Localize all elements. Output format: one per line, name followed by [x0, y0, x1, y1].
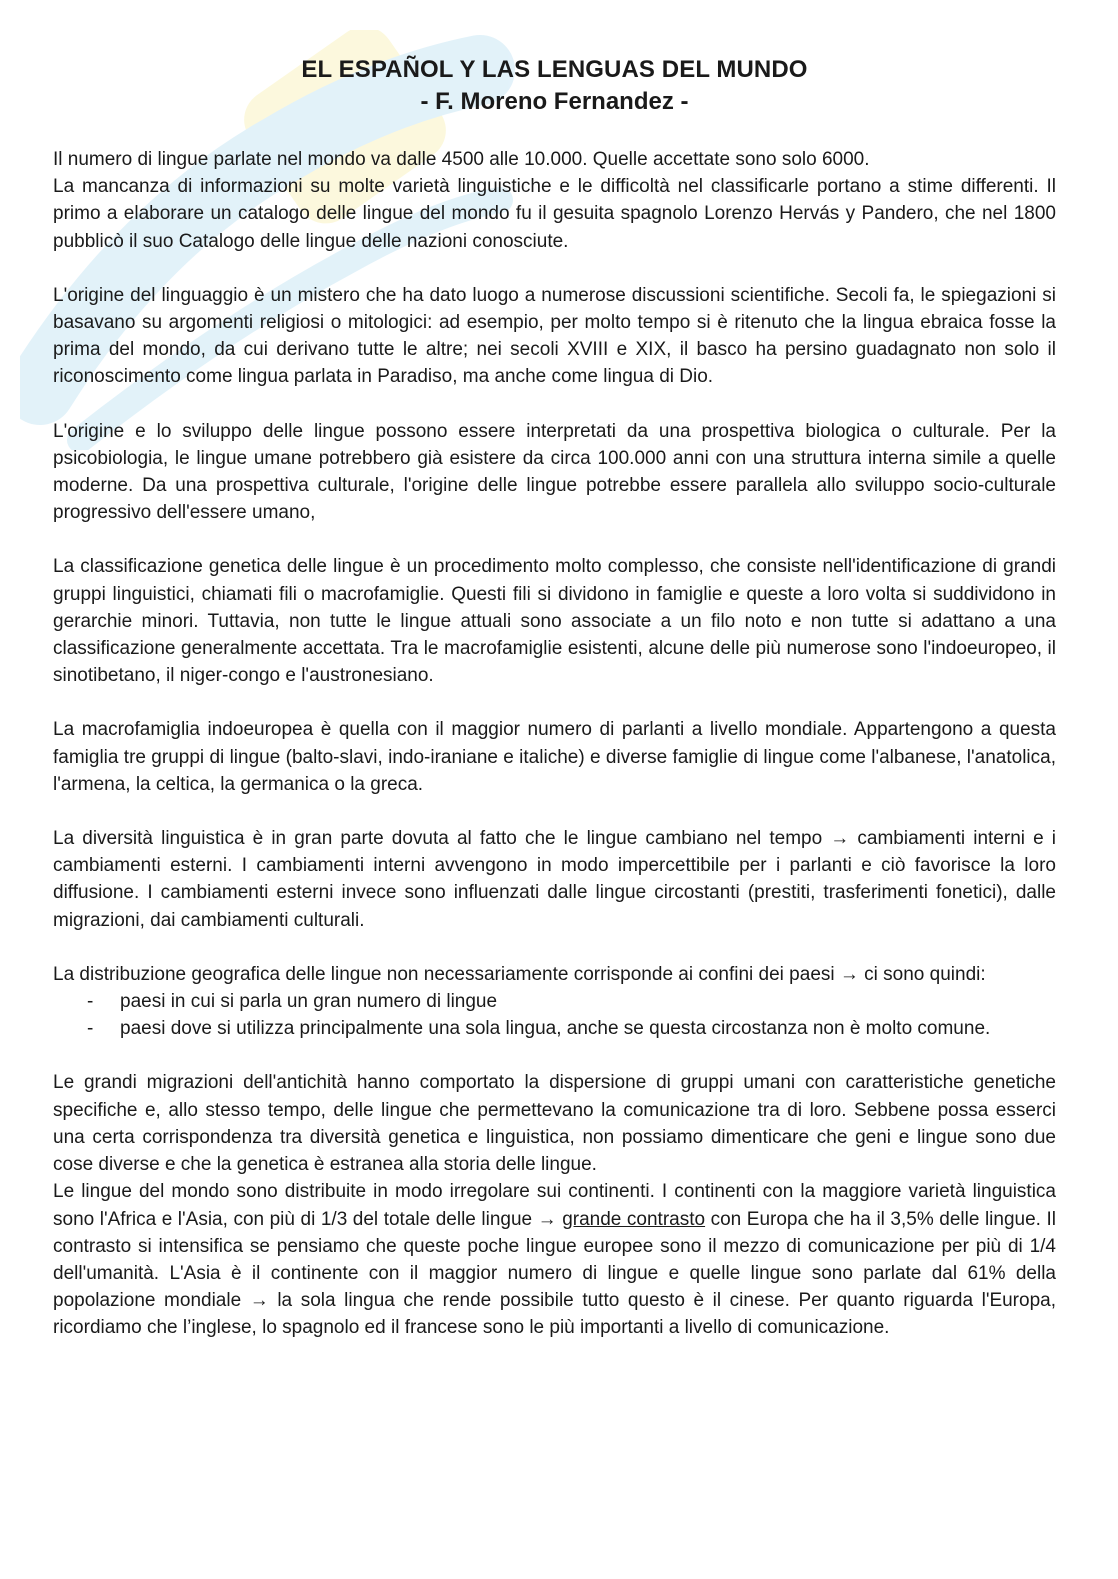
paragraph-6: La diversità linguistica è in gran parte dovuta al fatto che le lingue cambiano nel tempo → cambiamenti interni e i cambiamenti esterni. I cambiamenti interni avvengono in modo impercettibile per i parlanti e ciò favorisce la loro diffusione. I cambiamenti esterni invece sono influenzati dalle lingue circostanti (prestiti, trasferimenti fonetici), dalle migrazioni, dai cambiamenti culturali.	[53, 828, 1056, 931]
list-item	[53, 1015, 1056, 1042]
paragraph-9	[53, 1178, 1056, 1341]
paragraph-4: La classificazione genetica delle lingue è un procedimento molto complesso, che consiste nell'identificazione di grandi gruppi linguistici, chiamati fili o macrofamiglie. Questi fili si dividono in famiglie e queste a loro volta si suddividono in gerarchie minori. Tuttavia, non tutte le lingue attuali sono associate a un filo noto e non tutte si adattano a una classificazione generalmente accettata. Tra le macrofamiglie esistenti, alcune delle più numerose sono l'indoeuropeo, il sinotibetano, il niger-congo e l'austronesiano.	[53, 556, 1056, 687]
underlined-phrase: grande contrasto	[562, 1208, 706, 1230]
dash-bullet: -	[87, 991, 94, 1013]
document-title: EL ESPAÑOL Y LAS LENGUAS DEL MUNDO	[301, 56, 808, 83]
document-author: - F. Moreno Fernandez -	[420, 88, 689, 115]
bullet-list	[53, 988, 1056, 1042]
list-item-text: paesi dove si utilizza principalmente una sola lingua, anche se questa circostanza non è molto comune.	[120, 1018, 991, 1040]
paragraph-5: La macrofamiglia indoeuropea è quella con il maggior numero di parlanti a livello mondiale. Appartengono a questa famiglia tre gruppi di lingue (balto-slavi, indo-iraniane e italiche) e diverse famiglie di lingue come l'albanese, l'anatolica, l'armena, la celtica, la germanica o la greca.	[53, 719, 1056, 795]
paragraph-8: Le grandi migrazioni dell'antichità hanno comportato la dispersione di gruppi umani con caratteristiche genetiche specifiche e, allo stesso tempo, delle lingue che permettevano la comunicazione tra di loro. Sebbene possa esserci una certa corrispondenza tra diversità genetica e linguistica, non possiamo dimenticare che geni e lingue sono due cose diverse e che la genetica è estranea alla storia delle lingue.	[53, 1072, 1056, 1176]
paragraph-7: La distribuzione geografica delle lingue non necessariamente corrisponde ai confini dei paesi → ci sono quindi:	[53, 963, 986, 985]
list-item	[53, 988, 1056, 1015]
document-content	[53, 54, 1056, 1342]
list-item-text: paesi in cui si parla un gran numero di lingue	[120, 991, 498, 1013]
paragraph-2: L'origine del linguaggio è un mistero che ha dato luogo a numerose discussioni scientifiche. Secoli fa, le spiegazioni si basavano su argomenti religiosi o mitologici: ad esempio, per molto tempo si è ritenuto che la lingua ebraica fosse la prima del mondo, da cui derivano tutte le altre; nei secoli XVIII e XIX, il basco ha persino guadagnato non solo il riconoscimento come lingua parlata in Paradiso, ma anche come lingua di Dio.	[53, 284, 1056, 388]
dash-bullet: -	[87, 1018, 94, 1040]
paragraph-1a: Il numero di lingue parlate nel mondo va dalle 4500 alle 10.000. Quelle accettate sono solo 6000.	[53, 149, 870, 170]
paragraph-9-start: Le lingue del mondo sono distribuite in modo irregolare sui continenti. I continenti con la maggiore varietà linguistica sono l'Africa e l'Asia, con più di 1/3 del totale delle lingue →	[53, 1181, 1056, 1230]
paragraph-1b: La mancanza di informazioni su molte varietà linguistiche e le difficoltà nel classificarle portano a stime differenti. Il primo a elaborare un catalogo delle lingue del mondo fu il gesuita spagnolo Lorenzo Hervás y Pandero, che nel 1800 pubblicò il suo Catalogo delle lingue delle nazioni conosciute.	[53, 176, 1056, 252]
paragraph-9-end: con Europa che ha il 3,5% delle lingue. Il contrasto si intensifica se pensiamo che queste poche lingue europee sono il mezzo di comunicazione per più di 1/4 dell'umanità. L'Asia è il continente con il maggior numero di lingue e quelle lingue sono parlate dal 61% della popolazione mondiale → la sola lingua che rende possibile tutto questo è il cinese. Per quanto riguarda l'Europa, ricordiamo che l’inglese, lo spagnolo ed il francese sono le più importanti a livello di comunicazione.	[53, 1208, 1056, 1339]
paragraph-3: L'origine e lo sviluppo delle lingue possono essere interpretati da una prospettiva biologica o culturale. Per la psicobiologia, le lingue umane potrebbero già esistere da circa 100.000 anni con una struttura interna simile a quelle moderne. Da una prospettiva culturale, l'origine delle lingue potrebbe essere parallela allo sviluppo socio-culturale progressivo dell'essere umano,	[53, 420, 1056, 524]
